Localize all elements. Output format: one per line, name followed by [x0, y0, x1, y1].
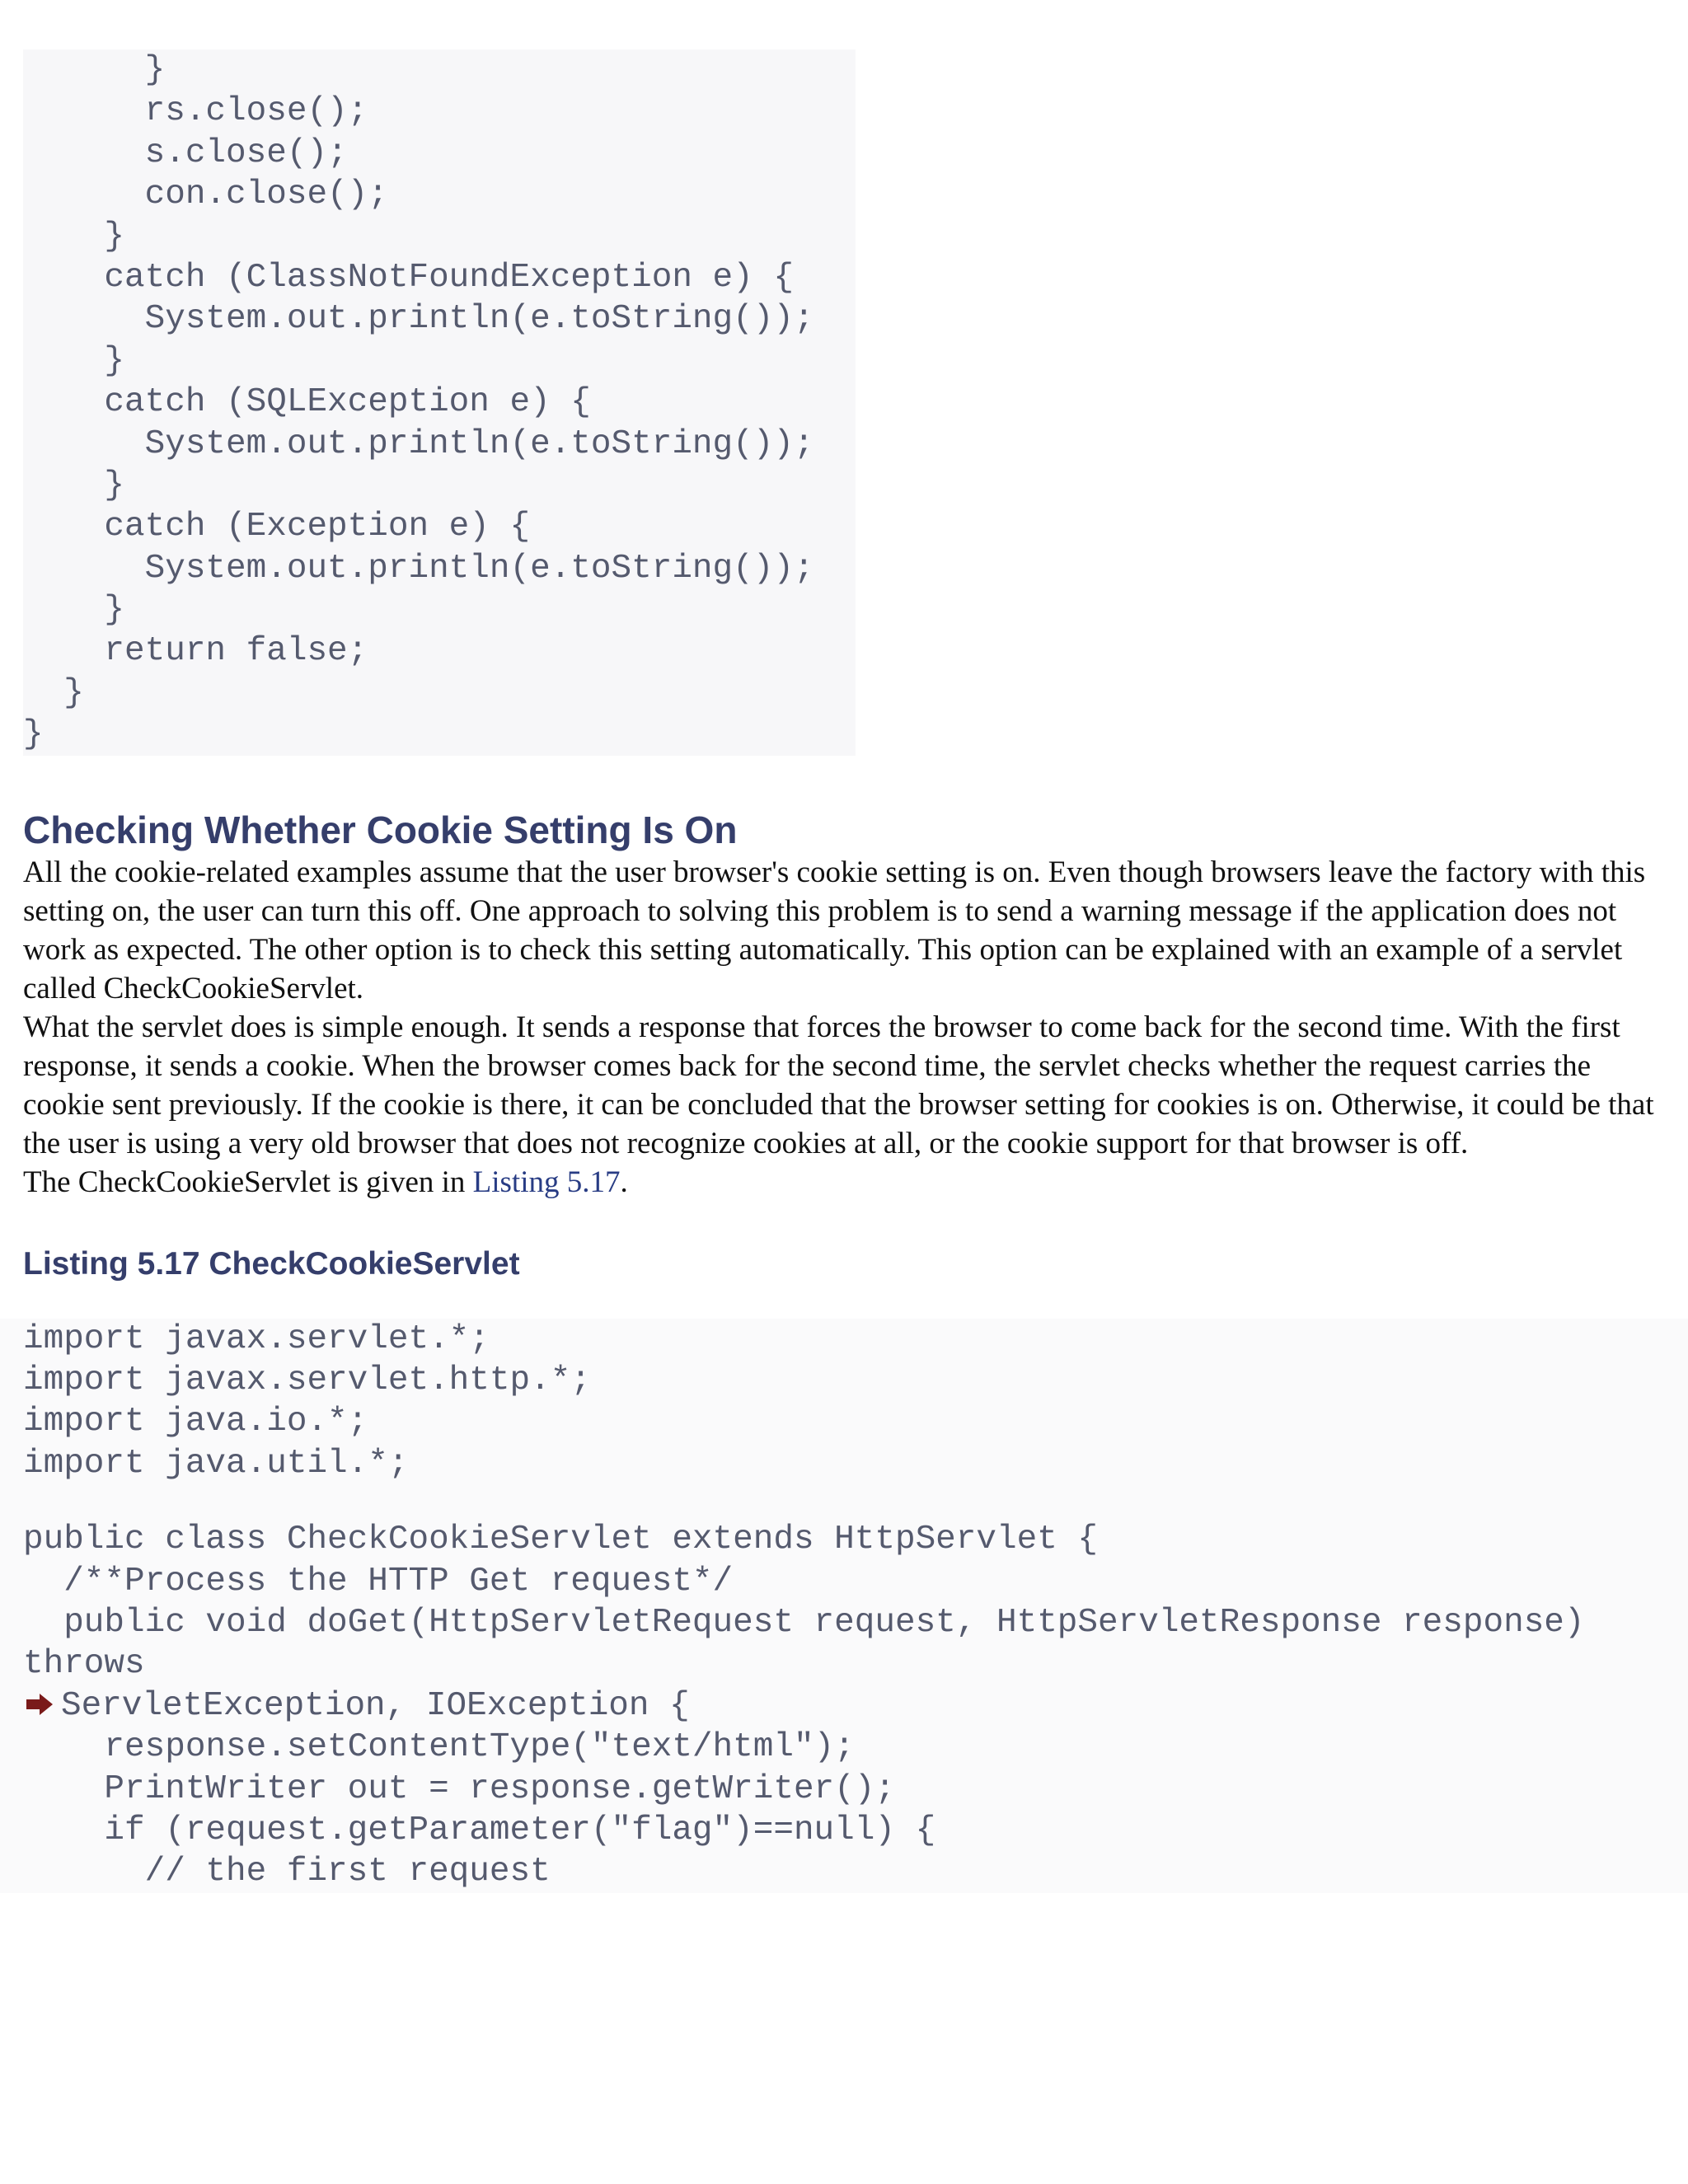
code-blank-line [23, 1484, 1688, 1519]
continuation-arrow-icon [23, 1690, 61, 1722]
listing-reference-prefix: The CheckCookieServlet is given in [23, 1165, 473, 1199]
document-page [23, 49, 1667, 1893]
section-heading: Checking Whether Cookie Setting Is On [23, 808, 738, 851]
listing-code-area [0, 1319, 1688, 1893]
code-line: catch (Exception e) { [23, 508, 531, 546]
code-line: import javax.servlet.*; [23, 1319, 490, 1358]
code-line: public class CheckCookieServlet extends HttpServlet { [23, 1521, 1099, 1559]
code-line: System.out.println(e.toString()); [23, 424, 814, 463]
code-line: catch (SQLException e) { [23, 383, 591, 422]
code-line: } [23, 673, 84, 712]
spacer [23, 1284, 1667, 1319]
code-line: import java.io.*; [23, 1403, 368, 1441]
code-line: // the first request [23, 1853, 551, 1891]
code-line: response.setContentType("text/html"); [23, 1728, 855, 1767]
listing-code-block [23, 1319, 1688, 1893]
code-block-top [23, 49, 930, 756]
paragraph-explanation: What the servlet does is simple enough. It sends a response that forces the browser to come back for the second time. With the first response, it sends a cookie. When the browser comes back for the second time, the servlet checks whether the request carries the cookie sent previously. If the cookie is there, it can be concluded that the browser setting for cookies is on. Otherwise, it could be that the user is using a very old browser that does not recognize cookies at all, or the cookie support for that browser is off. [23, 1010, 1654, 1160]
code-line: } [23, 217, 125, 255]
code-line: } [23, 51, 166, 89]
listing-title: Listing 5.17 CheckCookieServlet [23, 1245, 520, 1282]
code-line: return false; [23, 632, 368, 671]
code-line: } [23, 591, 125, 630]
code-line: } [23, 466, 125, 504]
code-line: System.out.println(e.toString()); [23, 549, 814, 588]
code-line: System.out.println(e.toString()); [23, 300, 814, 339]
paragraph-listing-reference [23, 1163, 1667, 1202]
paragraph-intro: All the cookie-related examples assume that the user browser's cookie setting is on. Even though browsers leave the factory with this setting on, the user can turn this off. One approach to solving this problem is to send a warning message if the application does not work as expected. The other option is to check this setting automatically. This option can be explained with an example of a servlet called CheckCookieServlet. [23, 855, 1646, 1005]
code-line: public void doGet(HttpServletRequest request, HttpServletResponse response) [23, 1603, 1585, 1642]
listing-link[interactable]: Listing 5.17 [472, 1165, 621, 1199]
listing-reference-suffix: . [620, 1165, 628, 1199]
code-line: s.close(); [23, 134, 348, 172]
code-line: import java.util.*; [23, 1444, 409, 1483]
code-line: } [23, 715, 44, 754]
code-continuation-line [23, 1685, 1688, 1727]
code-line: con.close(); [23, 176, 388, 214]
code-line: PrintWriter out = response.getWriter(); [23, 1769, 895, 1808]
code-line: catch (ClassNotFoundException e) { [23, 258, 794, 297]
code-line: /**Process the HTTP Get request*/ [23, 1562, 734, 1601]
code-line: throws [23, 1645, 145, 1684]
code-continuation-text: ServletException, IOException { [61, 1686, 690, 1725]
code-line: import javax.servlet.http.*; [23, 1361, 591, 1400]
code-line: if (request.getParameter("flag")==null) { [23, 1811, 936, 1849]
code-line: } [23, 341, 125, 380]
code-line: rs.close(); [23, 92, 368, 131]
